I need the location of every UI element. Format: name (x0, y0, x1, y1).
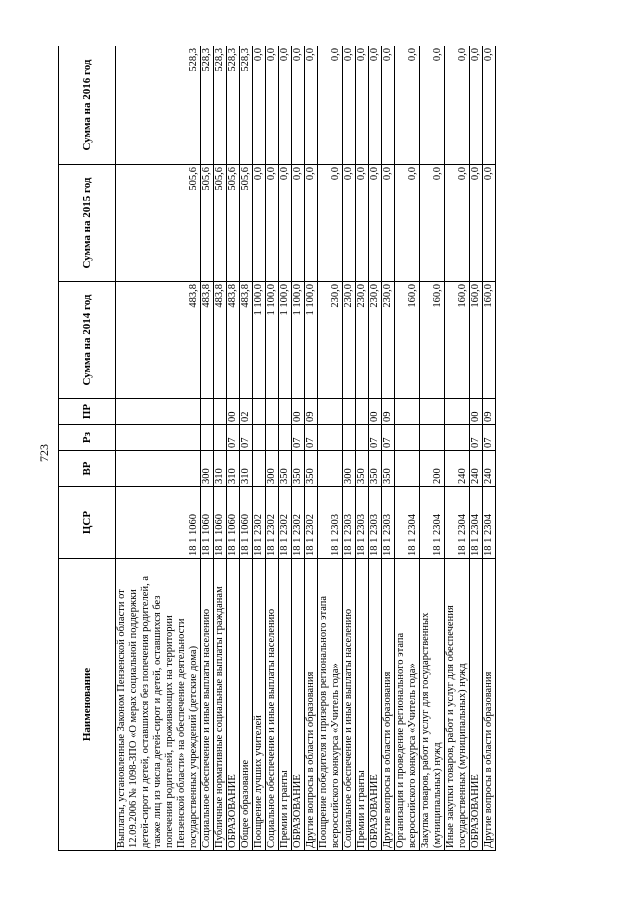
cell-sum-2014: 483,8 (240, 282, 253, 399)
cell-sum-2015: 505,6 (116, 165, 201, 282)
cell-rz: 07 (382, 425, 395, 451)
cell-name: Другие вопросы в области образования (483, 559, 496, 851)
cell-sum-2015: 0,0 (369, 165, 382, 282)
table-row (240, 46, 253, 851)
cell-rz: 07 (470, 425, 483, 451)
cell-sum-2016: 0,0 (266, 46, 279, 165)
table-row (214, 46, 227, 851)
cell-name: Публичные нормативные социальные выплаты гражданам (214, 559, 227, 851)
table-row (483, 46, 496, 851)
cell-sum-2014: 160,0 (395, 282, 420, 399)
table-row (420, 46, 445, 851)
cell-name: Выплаты, установленные Законом Пензенской области от 12.09.2006 № 1098-ЗПО «О мерах социальной поддержки детей-сирот и детей, оставшихся без попечения родителей, а также лиц из числа детей-сирот и детей, оставшихся без попечения родителей, проживающих на территории Пензенской области» на обеспечение деятельности государственных учреждений (детские дома) (116, 559, 201, 851)
cell-name: Общее образование (240, 559, 253, 851)
cell-vr: 240 (483, 451, 496, 487)
cell-csr: 18 1 1060 (240, 487, 253, 559)
cell-name: Иные закупки товаров, работ и услуг для обеспечения государственных (муниципальных) нужд (445, 559, 470, 851)
cell-pr: 09 (483, 399, 496, 425)
cell-pr (116, 399, 201, 425)
page-number: 723 (37, 444, 51, 462)
cell-sum-2014: 1 100,0 (266, 282, 279, 399)
table-row (343, 46, 356, 851)
cell-sum-2014: 230,0 (343, 282, 356, 399)
cell-csr: 18 1 1060 (201, 487, 214, 559)
cell-sum-2016: 528,3 (201, 46, 214, 165)
cell-vr (318, 451, 343, 487)
cell-pr: 09 (305, 399, 318, 425)
cell-sum-2016: 528,3 (227, 46, 240, 165)
cell-sum-2016: 0,0 (343, 46, 356, 165)
cell-name: Социальное обеспечение и иные выплаты населению (201, 559, 214, 851)
cell-rz (253, 425, 266, 451)
table-row (279, 46, 292, 851)
cell-name: Социальное обеспечение и иные выплаты населению (343, 559, 356, 851)
cell-sum-2015: 505,6 (214, 165, 227, 282)
cell-pr (279, 399, 292, 425)
header-vr: ВР (59, 451, 116, 487)
cell-vr: 310 (227, 451, 240, 487)
table-row (116, 46, 201, 851)
table-row (318, 46, 343, 851)
cell-sum-2016: 0,0 (356, 46, 369, 165)
table-row (266, 46, 279, 851)
cell-name: ОБРАЗОВАНИЕ (227, 559, 240, 851)
cell-sum-2016: 0,0 (318, 46, 343, 165)
cell-csr: 18 1 2304 (445, 487, 470, 559)
cell-sum-2014: 160,0 (470, 282, 483, 399)
cell-pr (201, 399, 214, 425)
cell-sum-2014: 230,0 (318, 282, 343, 399)
cell-sum-2014: 483,8 (116, 282, 201, 399)
cell-name: Премии и гранты (279, 559, 292, 851)
cell-sum-2014: 1 100,0 (279, 282, 292, 399)
cell-rz (116, 425, 201, 451)
cell-sum-2014: 230,0 (356, 282, 369, 399)
cell-pr (343, 399, 356, 425)
header-pr: ПР (59, 399, 116, 425)
cell-csr: 18 1 2304 (420, 487, 445, 559)
cell-pr: 02 (240, 399, 253, 425)
cell-csr: 18 1 2304 (470, 487, 483, 559)
cell-sum-2015: 0,0 (253, 165, 266, 282)
table-row (292, 46, 305, 851)
table-row (369, 46, 382, 851)
header-name: Наименование (59, 559, 116, 851)
cell-pr (214, 399, 227, 425)
cell-vr (395, 451, 420, 487)
table-row (356, 46, 369, 851)
cell-rz: 07 (292, 425, 305, 451)
table-row (253, 46, 266, 851)
cell-pr: 00 (292, 399, 305, 425)
cell-name: ОБРАЗОВАНИЕ (470, 559, 483, 851)
cell-vr: 310 (240, 451, 253, 487)
cell-pr: 00 (227, 399, 240, 425)
cell-csr: 18 1 2303 (382, 487, 395, 559)
cell-sum-2014: 483,8 (201, 282, 214, 399)
cell-vr: 350 (305, 451, 318, 487)
cell-rz: 07 (227, 425, 240, 451)
cell-pr (318, 399, 343, 425)
cell-sum-2015: 0,0 (292, 165, 305, 282)
cell-name: Другие вопросы в области образования (382, 559, 395, 851)
cell-sum-2016: 528,3 (116, 46, 201, 165)
cell-vr: 350 (292, 451, 305, 487)
cell-sum-2015: 0,0 (266, 165, 279, 282)
cell-sum-2016: 0,0 (253, 46, 266, 165)
header-sum-2014: Сумма на 2014 год (59, 282, 116, 399)
cell-sum-2016: 0,0 (382, 46, 395, 165)
cell-name: Премии и гранты (356, 559, 369, 851)
cell-rz (266, 425, 279, 451)
cell-name: Закупка товаров, работ и услуг для государственных (муниципальных) нужд (420, 559, 445, 851)
cell-rz (318, 425, 343, 451)
cell-sum-2014: 1 100,0 (305, 282, 318, 399)
cell-csr: 18 1 2302 (305, 487, 318, 559)
table-row (445, 46, 470, 851)
table-header (59, 46, 116, 851)
cell-sum-2016: 528,3 (214, 46, 227, 165)
cell-rz (201, 425, 214, 451)
table-row (470, 46, 483, 851)
table-row (305, 46, 318, 851)
cell-csr: 18 1 2302 (266, 487, 279, 559)
cell-pr (420, 399, 445, 425)
cell-rz: 07 (369, 425, 382, 451)
cell-sum-2016: 0,0 (445, 46, 470, 165)
cell-sum-2015: 0,0 (395, 165, 420, 282)
cell-sum-2015: 0,0 (356, 165, 369, 282)
cell-csr: 18 1 2303 (343, 487, 356, 559)
header-rz: Рз (59, 425, 116, 451)
cell-pr (253, 399, 266, 425)
cell-sum-2016: 0,0 (483, 46, 496, 165)
cell-sum-2014: 483,8 (214, 282, 227, 399)
table-row (227, 46, 240, 851)
cell-sum-2014: 483,8 (227, 282, 240, 399)
cell-sum-2015: 0,0 (470, 165, 483, 282)
cell-rz (445, 425, 470, 451)
cell-csr: 18 1 2303 (356, 487, 369, 559)
cell-name: Другие вопросы в области образования (305, 559, 318, 851)
cell-name: ОБРАЗОВАНИЕ (292, 559, 305, 851)
cell-csr: 18 1 2302 (279, 487, 292, 559)
cell-vr: 300 (266, 451, 279, 487)
cell-name: Поощрение лучших учителей (253, 559, 266, 851)
cell-name: Поощрение победителя и призеров регионального этапа всероссийского конкурса «Учитель года» (318, 559, 343, 851)
cell-sum-2015: 0,0 (445, 165, 470, 282)
cell-vr: 200 (420, 451, 445, 487)
table-row (382, 46, 395, 851)
cell-sum-2015: 0,0 (483, 165, 496, 282)
cell-name: ОБРАЗОВАНИЕ (369, 559, 382, 851)
cell-sum-2014: 160,0 (420, 282, 445, 399)
cell-name: Социальное обеспечение и иные выплаты населению (266, 559, 279, 851)
cell-vr: 350 (382, 451, 395, 487)
cell-rz: 07 (240, 425, 253, 451)
table-row (395, 46, 420, 851)
cell-sum-2015: 0,0 (343, 165, 356, 282)
cell-sum-2015: 505,6 (227, 165, 240, 282)
cell-sum-2014: 230,0 (382, 282, 395, 399)
cell-rz: 07 (305, 425, 318, 451)
cell-vr (253, 451, 266, 487)
cell-sum-2016: 0,0 (279, 46, 292, 165)
cell-sum-2015: 0,0 (305, 165, 318, 282)
cell-sum-2015: 0,0 (420, 165, 445, 282)
table-body (116, 46, 496, 851)
cell-csr: 18 1 2302 (292, 487, 305, 559)
cell-sum-2014: 160,0 (445, 282, 470, 399)
cell-pr: 09 (382, 399, 395, 425)
cell-vr (116, 451, 201, 487)
cell-sum-2015: 0,0 (382, 165, 395, 282)
cell-csr: 18 1 2304 (395, 487, 420, 559)
cell-sum-2016: 0,0 (470, 46, 483, 165)
cell-rz: 07 (483, 425, 496, 451)
budget-table (58, 46, 496, 851)
cell-name: Организация и проведение регионального этапа всероссийского конкурса «Учитель года» (395, 559, 420, 851)
rotated-table-area (58, 46, 561, 851)
cell-rz (395, 425, 420, 451)
cell-sum-2016: 0,0 (395, 46, 420, 165)
cell-sum-2014: 230,0 (369, 282, 382, 399)
cell-csr: 18 1 2303 (369, 487, 382, 559)
table-row (201, 46, 214, 851)
cell-vr: 350 (369, 451, 382, 487)
cell-vr: 310 (214, 451, 227, 487)
cell-sum-2015: 0,0 (279, 165, 292, 282)
cell-pr: 00 (470, 399, 483, 425)
cell-pr: 00 (369, 399, 382, 425)
cell-vr: 240 (445, 451, 470, 487)
cell-sum-2016: 0,0 (305, 46, 318, 165)
header-sum-2015: Сумма на 2015 год (59, 165, 116, 282)
header-sum-2016: Сумма на 2016 год (59, 46, 116, 165)
cell-rz (279, 425, 292, 451)
cell-pr (395, 399, 420, 425)
cell-csr: 18 1 2303 (318, 487, 343, 559)
cell-vr: 350 (279, 451, 292, 487)
cell-vr: 300 (201, 451, 214, 487)
cell-sum-2016: 0,0 (292, 46, 305, 165)
cell-csr: 18 1 2302 (253, 487, 266, 559)
cell-sum-2015: 0,0 (318, 165, 343, 282)
cell-pr (356, 399, 369, 425)
cell-sum-2016: 0,0 (369, 46, 382, 165)
cell-pr (266, 399, 279, 425)
cell-csr: 18 1 1060 (227, 487, 240, 559)
cell-vr: 300 (343, 451, 356, 487)
cell-csr: 18 1 1060 (214, 487, 227, 559)
cell-sum-2016: 528,3 (240, 46, 253, 165)
cell-rz (420, 425, 445, 451)
header-row (59, 46, 116, 851)
cell-sum-2015: 505,6 (240, 165, 253, 282)
cell-rz (214, 425, 227, 451)
cell-sum-2014: 160,0 (483, 282, 496, 399)
cell-csr: 18 1 1060 (116, 487, 201, 559)
cell-csr: 18 1 2304 (483, 487, 496, 559)
cell-vr: 350 (356, 451, 369, 487)
cell-vr: 240 (470, 451, 483, 487)
cell-sum-2014: 1 100,0 (253, 282, 266, 399)
cell-rz (343, 425, 356, 451)
cell-sum-2014: 1 100,0 (292, 282, 305, 399)
header-csr: ЦСР (59, 487, 116, 559)
cell-rz (356, 425, 369, 451)
cell-pr (445, 399, 470, 425)
budget-table-container (58, 46, 561, 851)
cell-sum-2016: 0,0 (420, 46, 445, 165)
cell-sum-2015: 505,6 (201, 165, 214, 282)
